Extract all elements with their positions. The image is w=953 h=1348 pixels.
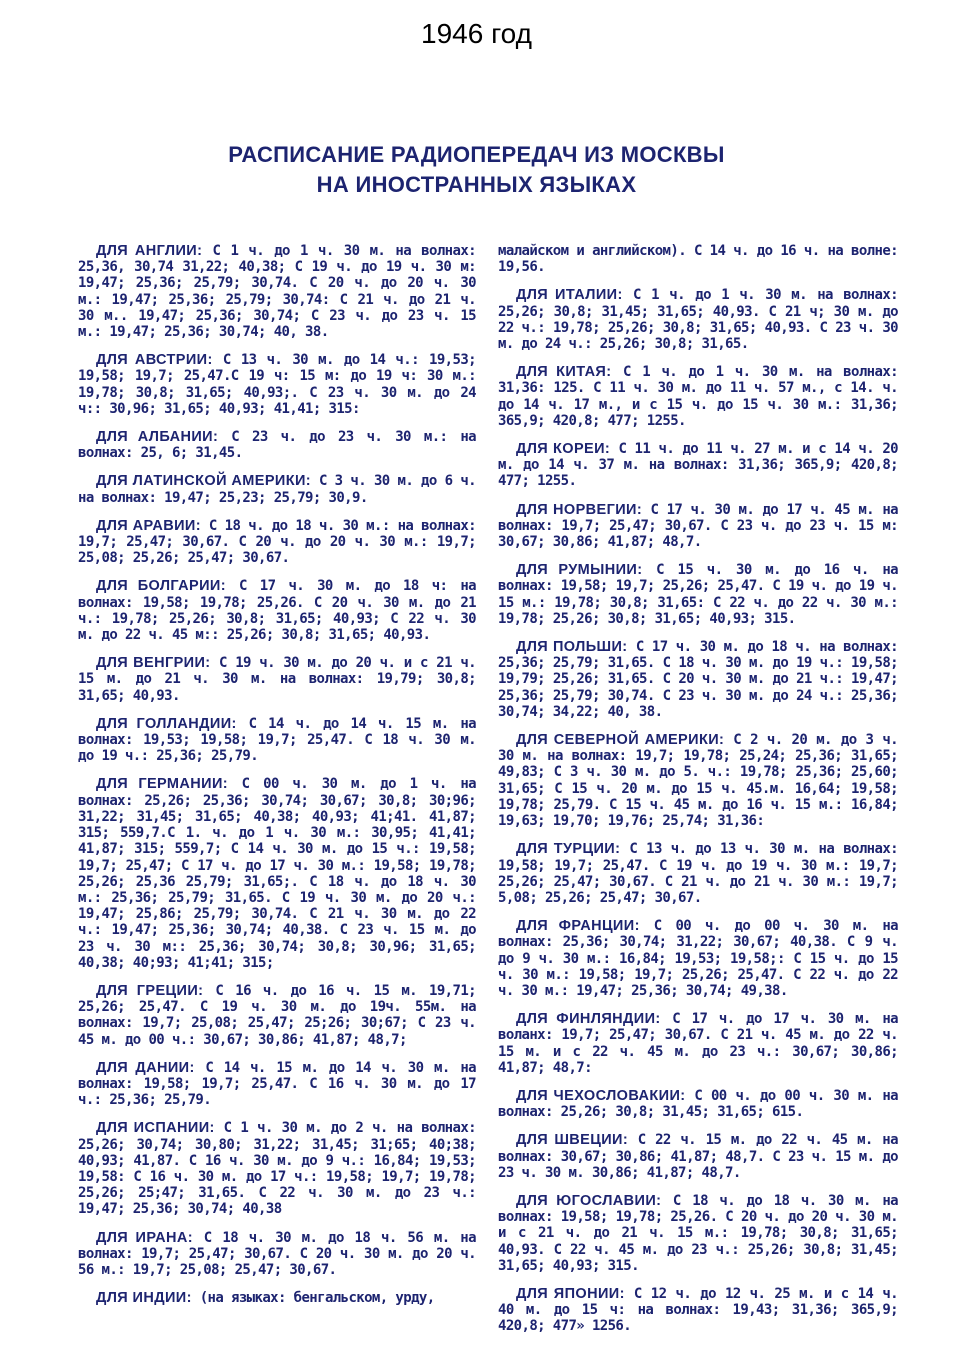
country-heading: ДЛЯ АНГЛИИ:	[96, 243, 203, 259]
country-heading: ДЛЯ ТУРЦИИ:	[516, 841, 621, 858]
schedule-text: С 1 ч. до 1 ч. 30 м. на волнах: 25,36, 30,74 31,22; 40,38; С 19 ч. до 19 ч. 30 м: 19,47; 25,36; 25,79; 30,74. С 20 ч. до 20 ч. 30 м.: 19,47; 25,36; 25,79; 30,74: С 21 ч. до 21 ч. 30 м.. 19,47; 25,36; 30,74; С 23 ч. до 23 ч. 15 м.: 19,47; 25,36; 30,74; 40, 38.	[78, 243, 476, 341]
schedule-text: С 17 ч. 30 м. до 17 ч. 45 м. на волнах: 19,7; 25,47; 30,67. С 23 ч. до 23 ч. 15 м: 30,67; 30,86; 41,87; 48,7.	[498, 501, 898, 551]
schedule-text: С 2 ч. 20 м. до 3 ч. 30 м. на волнах: 19,7; 19,78; 25,24; 25,36; 31,65; 49,83; С 3 ч. 30 м. до 5. ч.: 19,78; 25,36; 25,60; 31,65; С 15 ч. 20 м. до 15 ч. 45.м. 16,64; 19,58; 19,78; 25,79. С 15 ч. 45 м. до 16 ч. 15 м.: 16,84; 19,63; 19,70; 19,76; 25,74; 31,36:	[498, 732, 898, 830]
country-heading: ДЛЯ ШВЕЦИИ:	[516, 1132, 629, 1149]
schedule-entry	[78, 655, 476, 704]
country-heading: ДЛЯ ФИНЛЯНДИИ:	[516, 1011, 661, 1028]
schedule-entry	[78, 473, 476, 505]
country-heading: ДЛЯ КИТАЯ:	[516, 364, 612, 381]
page-title	[0, 140, 953, 200]
schedule-text: С 3 ч. 30 м. до 6 ч. на волнах: 19,47; 25,23; 25,79; 30,9.	[78, 473, 476, 506]
schedule-text: С 15 ч. 30 м. до 16 ч. на волнах: 19,58; 19,7; 25,26; 25,47. С 19 ч. до 19 ч. 15 м.: 19,78; 30,8; 31,65: С 22 ч. до 22 ч. 30 м.: 19,78; 25,26; 30,8; 31,65; 40,93; 315.	[498, 562, 898, 627]
schedule-text: С 18 ч. до 18 ч. 30 м. на волнах: 19,58; 19,78; 25,26. С 20 ч. до 20 ч. 30 м. и с 21 ч. до 21 ч. 15 м.: 19,78; 30,8; 31,65; 40,93. С 22 ч. 45 м. до 23 ч.: 25,26; 30,8; 31,45; 31,65; 40,93; 315.	[498, 1192, 898, 1274]
schedule-text: С 17 ч. 30 м. до 18 ч. на волнах: 25,36; 25,79; 31,65. С 18 ч. 30 м. до 19 ч.: 19,58; 19,79; 25,26; 31,65. С 20 ч. 30 м. до 21 ч.: 19,47; 25,36; 25,79; 30,74. С 23 ч. 30 м. до 24 ч.: 25,36; 30,74; 34,22; 40, 38.	[498, 639, 898, 720]
schedule-entry	[78, 983, 476, 1048]
title-line-2: НА ИНОСТРАННЫХ ЯЗЫКАХ	[316, 172, 637, 197]
schedule-text: С 14 ч. до 14 ч. 15 м. на волнах: 19,53; 19,58; 19,7; 25,47. С 18 ч. 30 м. до 19 ч.: 25,36; 25,79.	[78, 715, 476, 765]
country-heading: ДЛЯ ИСПАНИИ:	[96, 1120, 215, 1137]
schedule-text: С 19 ч. 30 м. до 20 ч. и с 21 ч. 15 м. до 21 ч. 30 м. на волнах: 19,79; 30,8; 31,65; 40,93.	[78, 655, 476, 704]
schedule-text: С 17 ч. 30 м. до 18 ч: на волнах: 19,58; 19,78; 25,26. С 20 ч. 30 м. до 21 ч.: 19,78; 25,26; 30,8; 31,65; 40,93; С 22 ч. 30 м. до 22 ч. 45 м:: 25,26; 30,8; 31,65; 40,93.	[78, 578, 476, 644]
country-heading: ДЛЯ РУМЫНИИ:	[516, 562, 643, 579]
schedule-entry	[78, 1230, 476, 1279]
schedule-text: С 1 ч. до 1 ч. 30 м. на волнах: 31,36: 125. С 11 ч. 30 м. до 11 ч. 57 м., с 14. ч. до 14 ч. 17 м., и с 15 ч. до 15 ч. 30 м.: 31,36; 365,9; 420,8; 477; 1255.	[498, 364, 898, 429]
schedule-entry	[78, 352, 476, 417]
country-heading: ДЛЯ ВЕНГРИИ:	[96, 655, 211, 672]
schedule-entry	[498, 1286, 898, 1335]
country-heading: ДЛЯ БОЛГАРИИ:	[96, 578, 226, 595]
schedule-entry	[498, 1088, 898, 1120]
schedule-text: С 00 ч. до 00 ч. 30 м. на волнах: 25,36; 30,74; 31,22; 30,67; 40,38. С 9 ч. до 9 ч. 30 м.: 16,84; 19,53; 19,58;: С 15 ч. до 15 ч. 30 м.: 19,58; 19,7; 25,26; 25,47. С 22 ч. до 22 ч. 30 м.: 19,47; 25,36; 30,74; 49,38.	[498, 918, 898, 999]
schedule-entry	[498, 243, 898, 275]
country-heading: ДЛЯ ПОЛЬШИ:	[516, 639, 628, 656]
schedule-text: С 1 ч. 30 м. до 2 ч. на волнах: 25,26; 30,74; 30,80; 31,22; 31,45; 31;65; 40;38; 40,93; 41,87. С 16 ч. 30 м. до 9 ч.: 16,84; 19,53; 19,58: С 16 ч. 30 м. до 17 ч.: 19,58; 19,7; 19,78; 25,26; 25;47; 31,65. С 22 ч. 30 м. до 23 ч.: 19,47; 25,36; 30,74; 40,38	[78, 1120, 476, 1218]
country-heading: ДЛЯ ЯПОНИИ:	[516, 1285, 625, 1302]
schedule-entry	[78, 776, 476, 970]
title-line-1: РАСПИСАНИЕ РАДИОПЕРЕДАЧ ИЗ МОСКВЫ	[228, 142, 725, 167]
country-heading: ДЛЯ АРАВИИ:	[96, 517, 201, 534]
country-heading: ДЛЯ ГЕРМАНИИ:	[96, 776, 229, 793]
schedule-text: С 18 ч. до 18 ч. 30 м.: на волнах: 19,7; 25,47; 30,67. С 20 ч. до 20 ч. 30 м.: 19,7; 25,08; 25,26; 25,47; 30,67.	[78, 517, 476, 567]
schedule-entry	[78, 518, 476, 567]
schedule-entry	[78, 243, 476, 340]
schedule-text: С 14 ч. 15 м. до 14 ч. 30 м. на волнах: 19,58; 19,7; 25,47. С 16 ч. 30 м. до 17 ч.: 25,36; 25,79.	[78, 1059, 476, 1109]
schedule-entry	[78, 429, 476, 461]
schedule-text: С 13 ч. до 13 ч. 30 м. на волнах: 19,58; 19,7; 25,47. С 19 ч. до 19 ч. 30 м.: 19,7; 25,26; 25,47; 30,67. С 21 ч. до 21 ч. 30 м.: 19,7; 5,08; 25,26; 25,47; 30,67.	[498, 841, 898, 906]
schedule-entry	[498, 562, 898, 627]
schedule-entry	[498, 1011, 898, 1076]
country-heading: ДЛЯ НОРВЕГИИ:	[516, 501, 643, 518]
country-heading: ДЛЯ ЧЕХОСЛОВАКИИ:	[516, 1087, 686, 1104]
schedule-entry	[78, 1290, 476, 1306]
schedule-text: С 12 ч. до 12 ч. 25 м. и с 14 ч. 40 м. до 15 ч: на волнах: 19,43; 31,36; 365,9; 420,8; 477» 1256.	[498, 1285, 898, 1335]
schedule-text: С 16 ч. до 16 ч. 15 м. 19,71; 25,26; 25,47. С 19 ч. 30 м. до 19ч. 55м. на волнах: 19,7; 25,08; 25,47; 25;26; 30;67; С 23 ч. 45 м. до 00 ч.: 30,67; 30,86; 41,87; 48,7;	[78, 982, 476, 1048]
schedule-entry	[498, 502, 898, 551]
schedule-entry	[78, 1120, 476, 1217]
schedule-text: (на языках: бенгальском, урду,	[199, 1290, 435, 1307]
schedule-entry	[498, 639, 898, 720]
schedule-entry	[498, 441, 898, 490]
country-heading: ДЛЯ ЛАТИНСКОЙ АМЕРИКИ:	[96, 473, 312, 490]
schedule-text: С 1 ч. до 1 ч. 30 м. на волнах: 25,26; 30,8; 31,45; 31,65; 40,93. С 21 ч; 30 м. до 22 ч.: 19,78; 25,26; 30,8; 31,65; 40,93. С 23 ч. 30 м. до 24 ч.: 25,26; 30,8; 31,65.	[498, 287, 898, 353]
country-heading: ДЛЯ ГОЛЛАНДИИ:	[96, 715, 237, 732]
schedule-entry	[498, 732, 898, 829]
schedule-entry	[498, 918, 898, 999]
schedule-entry	[78, 578, 476, 643]
schedule-entry	[498, 287, 898, 352]
country-heading: ДЛЯ КОРЕИ:	[516, 441, 611, 458]
schedule-text: С 00 ч. до 00 ч. 30 м. на волнах: 25,26; 30,8; 31,45; 31,65; 615.	[498, 1087, 898, 1121]
schedule-text: С 18 ч. 30 м. до 18 ч. 56 м. на волнах: 19,7; 25,47; 30,67. С 20 ч. 30 м. до 20 ч. 56 м.: 19,7; 25,08; 25,47; 30,67.	[78, 1229, 476, 1278]
schedule-text: С 11 ч. до 11 ч. 27 м. и с 14 ч. 20 м. до 14 ч. 37 м. на волнах: 31,36; 365,9; 420,8; 477; 1255.	[498, 441, 898, 490]
country-heading: ДЛЯ ИТАЛИИ:	[516, 287, 623, 304]
left-column	[78, 243, 476, 1318]
schedule-text: С 22 ч. 15 м. до 22 ч. 45 м. на волнах: 30,67; 30,86; 41,87; 48,7. С 23 ч. 15 м. до 23 ч. 30 м. 30,86; 41,87; 48,7.	[498, 1132, 898, 1181]
country-heading: ДЛЯ ИНДИИ:	[96, 1290, 192, 1307]
country-heading: ДЛЯ ДАНИИ:	[96, 1059, 195, 1076]
schedule-text: С 17 ч. до 17 ч. 30 м. на воланх: 19,7; 25,47; 30,67. С 21 ч. 45 м. до 22 ч. 15 м. и с 22 ч. 45 м. до 23 ч.: 30,67; 30,86; 41,87; 48,7:	[498, 1011, 898, 1076]
schedule-text: С 13 ч. 30 м. до 14 ч.: 19,53; 19,58; 19,7; 25,47.С 19 ч: 15 м: до 19 ч: 30 м.: 19,78; 30,8; 31,65; 40,93;. С 23 ч. 30 м. до 24 ч:: 30,96; 31,65; 40,93; 41,41; 315:	[78, 352, 476, 417]
country-heading: ДЛЯ АВСТРИИ:	[96, 352, 213, 369]
year-caption: 1946 год	[421, 18, 532, 49]
country-heading: ДЛЯ ИРАНА:	[96, 1229, 193, 1246]
country-heading: ДЛЯ АЛБАНИИ:	[96, 429, 219, 446]
country-heading: ДЛЯ ЮГОСЛАВИИ:	[516, 1192, 662, 1209]
schedule-entry	[498, 1132, 898, 1181]
schedule-entry	[498, 1193, 898, 1274]
schedule-entry	[498, 364, 898, 429]
schedule-text: малайском и английском). С 14 ч. до 16 ч. на волне: 19,56.	[498, 243, 898, 276]
right-column	[498, 243, 898, 1347]
schedule-entry	[78, 1060, 476, 1109]
schedule-text: С 00 ч. 30 м. до 1 ч. на волнах: 25,26; 25,36; 30,74; 30,67; 30,8; 30;96; 31,22; 31,45; 31,65; 40,38; 40,93; 41;41. 41,87; 315; 559,7.С 1. ч. до 1 ч. 30 м.: 30,95; 41,41; 41,87; 315; 559,7; С 14 ч. 30 м. до 15 ч.: 19,58; 19,7; 25,47; С 17 ч. до 17 ч. 30 м.: 19,58; 19,78; 25,26; 25,36 25,79; 31,65;. С 18 ч. до 18 ч. 30 м.: 25,36; 25,79; 31,65. С 19 ч. 30 м. до 20 ч.: 19,47; 25,86; 25,79; 30,74. С 21 ч. 30 м. до 22 ч.: 19,47; 25,36; 30,74; 40,38. С 23 ч. 15 м. до 23 ч. 30 м:: 25,36; 30,74; 30,8; 30,96; 31,65; 40,38; 40;93; 41;41; 315;	[78, 776, 476, 971]
country-heading: ДЛЯ СЕВЕРНОЙ АМЕРИКИ:	[516, 732, 725, 749]
schedule-entry	[78, 716, 476, 765]
schedule-text: С 23 ч. до 23 ч. 30 м.: на волнах: 25, 6; 31,45.	[78, 429, 476, 462]
country-heading: ДЛЯ ГРЕЦИИ:	[96, 982, 204, 999]
schedule-entry	[498, 841, 898, 906]
country-heading: ДЛЯ ФРАНЦИИ:	[516, 918, 640, 935]
